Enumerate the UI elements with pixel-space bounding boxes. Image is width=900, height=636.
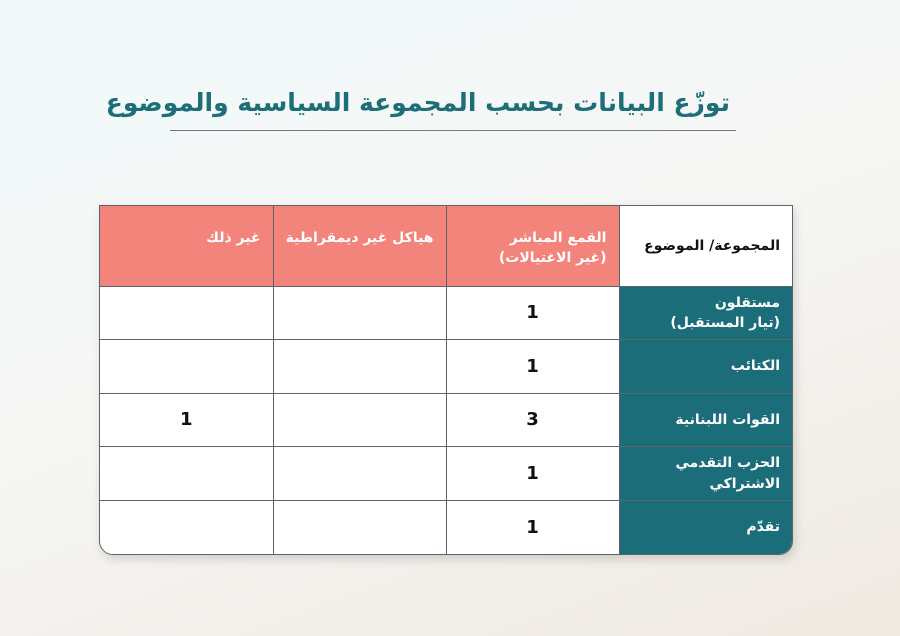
table-cell: 1 [100,393,273,447]
row-header-kataeb [619,340,792,394]
row-header-lebanese-forces [619,393,792,447]
column-header-direct-repression [446,206,619,286]
row-header-line: مستقلون [714,294,780,311]
table-cell [100,340,273,394]
table-row [100,447,792,501]
data-table-card [99,205,793,555]
table-cell [273,500,446,554]
corner-header: المجموعة/ الموضوع [619,206,792,286]
title-underline [170,130,736,131]
table-row [100,340,792,394]
column-header-other [100,206,273,286]
table-header-row [100,206,792,286]
table-cell [273,286,446,340]
row-header-taqaddom [619,500,792,554]
column-header-line: هياكل غير ديمقراطية [285,230,434,246]
table-row [100,500,792,554]
table-cell [273,447,446,501]
table-cell: 3 [446,393,619,447]
row-header-progressive-socialist-party [619,447,792,501]
row-header-line: الكتائب [730,358,780,375]
row-header-line: الحزب التقدمي [675,455,780,472]
distribution-table [100,206,792,554]
table-cell [100,500,273,554]
row-header-line: تقدّم [746,519,780,536]
table-cell: 1 [446,500,619,554]
table-cell [100,447,273,501]
table-cell [273,393,446,447]
table-cell: 1 [446,286,619,340]
column-header-line: غير ذلك [206,230,261,246]
table-cell [273,340,446,394]
table-cell [100,286,273,340]
column-header-line: (غير الاغتيالات) [498,250,607,267]
page-title: توزّع البيانات بحسب المجموعة السياسية والموضوع [105,88,730,117]
row-header-independents [619,286,792,340]
table-row [100,286,792,340]
table-cell: 1 [446,340,619,394]
column-header-line: القمع المباشر [509,230,607,246]
row-header-line: (تيار المستقبل) [670,314,780,331]
table-row [100,393,792,447]
table-cell: 1 [446,447,619,501]
column-header-undemocratic-structures [273,206,446,286]
row-header-line: القوات اللبنانية [675,411,780,428]
row-header-line: الاشتراكي [709,475,780,492]
